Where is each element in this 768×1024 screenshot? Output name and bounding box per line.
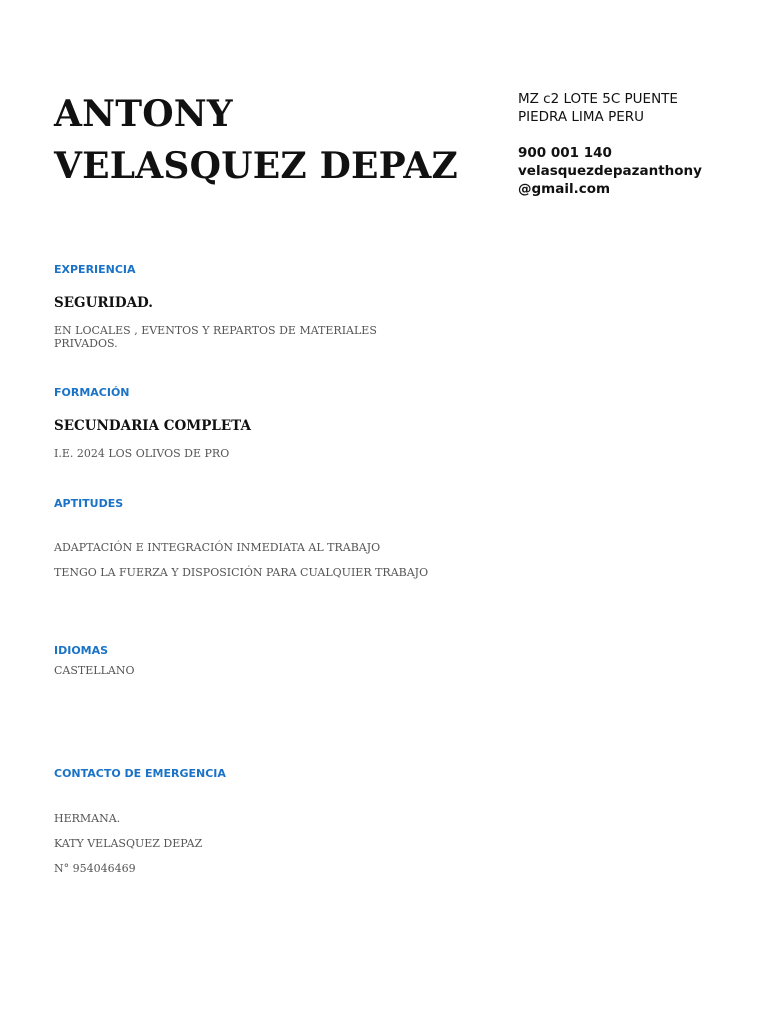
emergency-contact-phone: N° 954046469 <box>54 862 136 875</box>
phone-number: 900 001 140 <box>518 145 612 161</box>
emergency-contact-name: KATY VELASQUEZ DEPAZ <box>54 837 203 850</box>
experiencia-desc-line-1: EN LOCALES , EVENTOS Y REPARTOS DE MATERIALES <box>54 324 377 337</box>
aptitude-item: ADAPTACIÓN E INTEGRACIÓN INMEDIATA AL TRABAJO <box>54 541 381 554</box>
aptitude-item: TENGO LA FUERZA Y DISPOSICIÓN PARA CUALQUIER TRABAJO <box>54 566 429 579</box>
name-line-2: VELASQUEZ DEPAZ <box>54 145 458 187</box>
experiencia-title: SEGURIDAD. <box>54 295 153 311</box>
formacion-title: SECUNDARIA COMPLETA <box>54 418 251 434</box>
experiencia-desc-line-2: PRIVADOS. <box>54 337 118 350</box>
formacion-description: I.E. 2024 LOS OLIVOS DE PRO <box>54 447 230 460</box>
address <box>518 90 758 126</box>
section-heading-formacion: FORMACIÓN <box>54 386 130 399</box>
email-line-2: @gmail.com <box>518 181 611 197</box>
section-heading-experiencia: EXPERIENCIA <box>54 263 136 276</box>
section-heading-idiomas: IDIOMAS <box>54 644 109 657</box>
experiencia-description <box>54 324 377 350</box>
candidate-name <box>54 88 494 192</box>
section-heading-emergencia: CONTACTO DE EMERGENCIA <box>54 767 226 780</box>
emergency-relation: HERMANA. <box>54 812 121 825</box>
name-line-1: ANTONY <box>54 93 233 135</box>
address-line-1: MZ c2 LOTE 5C PUENTE <box>518 91 678 107</box>
email-line-1: velasquezdepazanthony <box>518 163 702 179</box>
section-heading-aptitudes: APTITUDES <box>54 497 124 510</box>
language-item: CASTELLANO <box>54 664 135 677</box>
contact-block <box>518 90 758 198</box>
email-address <box>518 162 758 198</box>
address-line-2: PIEDRA LIMA PERU <box>518 109 645 125</box>
